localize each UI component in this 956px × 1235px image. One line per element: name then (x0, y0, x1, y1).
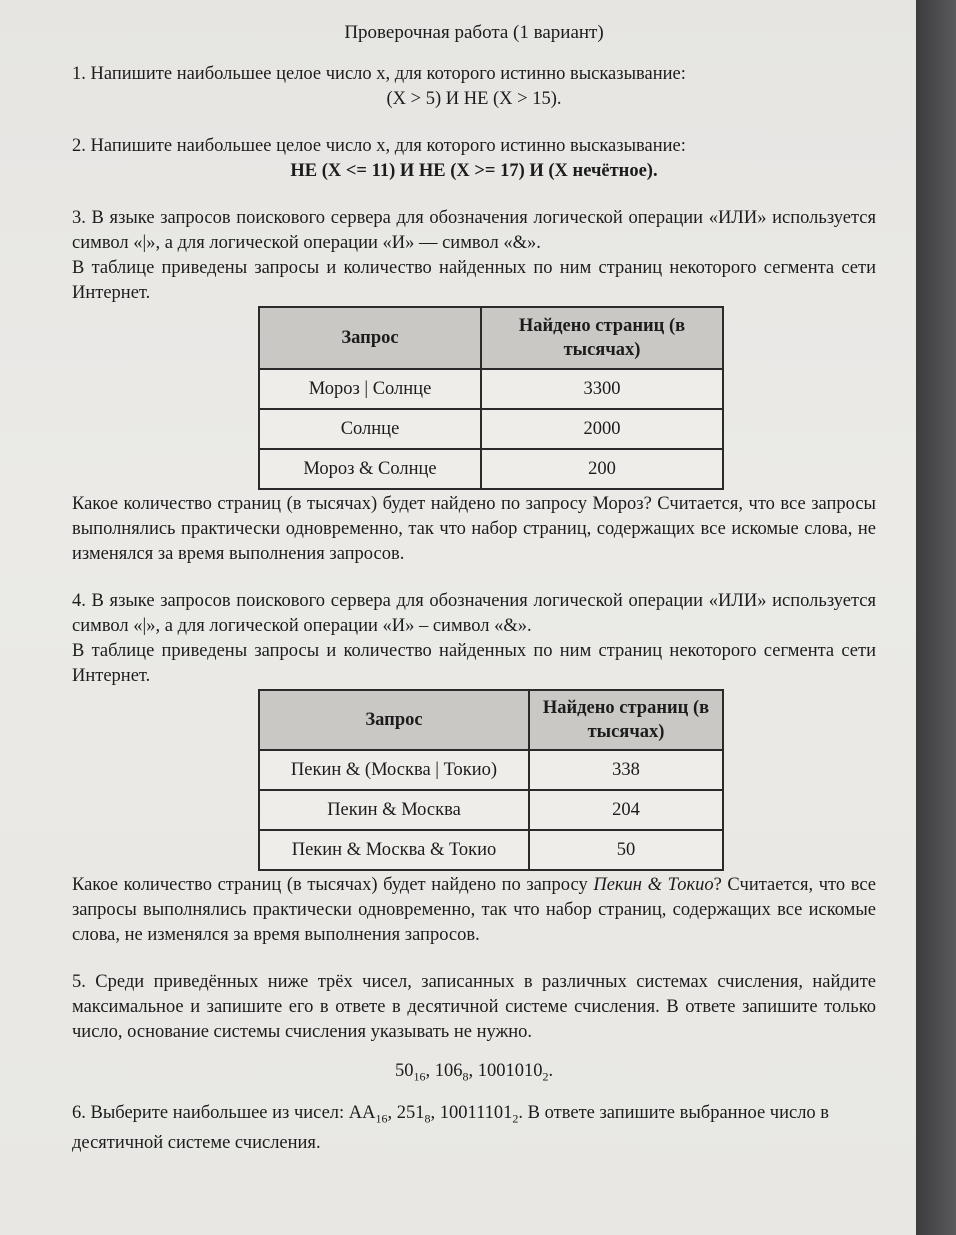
task-4-question-part-1: Какое количество страниц (в тысячах) будет найдено по запросу (72, 875, 594, 895)
table-header-query: Запрос (259, 690, 529, 750)
number: $251_8$, (396, 1102, 440, 1126)
task-2-text: 2. Напишите наибольшее целое число x, для которого истинно высказывание: (72, 136, 686, 156)
page-edge-shadow (916, 0, 956, 1235)
query-cell: Мороз & Солнце (259, 449, 481, 489)
task-3-intro: 3. В языке запросов поискового сервера для обозначения логической операции «ИЛИ» используется символ «|», а для логической операции «И» — символ «&». (72, 208, 876, 253)
table-header-found: Найдено страниц (в тысячах) (529, 690, 723, 750)
number: $106_8$, (434, 1061, 478, 1084)
task-4-question (72, 873, 876, 948)
query-cell: Пекин & Москва (259, 790, 529, 830)
task-3-table (258, 306, 724, 490)
task-3-question: Какое количество страниц (в тысячах) будет найдено по запросу Мороз? Считается, что все запросы выполнялись практически одновременно, так что набор страниц, содержащих все искомые слова, не изменялся за время выполнения запросов. (72, 494, 876, 564)
query-cell: Мороз | Солнце (259, 369, 481, 409)
query-cell: Солнце (259, 409, 481, 449)
task-1-text: 1. Напишите наибольшее целое число x, для которого истинно высказывание: (72, 64, 686, 84)
task-1 (72, 62, 876, 112)
task-4-intro: 4. В языке запросов поискового сервера для обозначения логической операции «ИЛИ» используется символ «|», а для логической операции «И» – символ «&». (72, 591, 876, 636)
task-4-query-emphasis: Пекин & Токио (593, 875, 714, 895)
query-cell: Пекин & (Москва | Токио) (259, 750, 529, 790)
number: $10011101_2$. (439, 1102, 524, 1126)
task-4 (72, 589, 876, 948)
task-4-question-part-2: ? Считается, что все запросы выполнялись практически одновременно, так что набор страниц, содержащих все искомые слова, не изменялся за время выполнения запросов. (72, 875, 876, 945)
table-row (259, 750, 723, 790)
task-3-intro-2: В таблице приведены запросы и количество найденных по ним страниц некоторого сегмента сети Интернет. (72, 258, 876, 303)
task-2 (72, 134, 876, 184)
task-5-numbers (72, 1061, 876, 1085)
task-6-text: 6. Выберите наибольшее из чисел: $AA_{16}$, $251_8$, $10011101_2$. В ответе запишите выбранное число в десятичной системе счисления. (72, 1102, 830, 1154)
table-header-found: Найдено страниц (в тысячах) (481, 307, 723, 369)
page-title: Проверочная работа (1 вариант) (344, 22, 604, 43)
found-cell: 338 (529, 750, 723, 790)
task-2-expression: НЕ (X <= 11) И НЕ (X >= 17) И (X нечётное). (290, 161, 658, 181)
table-row (259, 449, 723, 489)
found-cell: 3300 (481, 369, 723, 409)
found-cell: 50 (529, 830, 723, 870)
found-cell: 200 (481, 449, 723, 489)
found-cell: 2000 (481, 409, 723, 449)
query-cell: Пекин & Москва & Токио (259, 830, 529, 870)
number: $1001010_2$. (477, 1061, 554, 1084)
task-5-text: 5. Среди приведённых ниже трёх чисел, записанных в различных системах счисления, найдите максимальное и запишите его в ответе в десятичной системе счисления. В ответе запишите только число, основание системы счисления указывать не нужно. (72, 972, 876, 1042)
task-1-expression: (X > 5) И НЕ (X > 15). (386, 89, 562, 109)
task-4-intro-2: В таблице приведены запросы и количество найденных по ним страниц некоторого сегмента сети Интернет. (72, 641, 876, 686)
task-5 (72, 970, 876, 1085)
task-4-table (258, 689, 724, 871)
table-row (259, 369, 723, 409)
found-cell: 204 (529, 790, 723, 830)
table-row (259, 409, 723, 449)
table-row (259, 830, 723, 870)
table-header-query: Запрос (259, 307, 481, 369)
task-6 (72, 1101, 876, 1157)
number: $50_{16}$, (394, 1061, 435, 1084)
number: $AA_{16}$, (348, 1102, 397, 1126)
task-3 (72, 206, 876, 567)
table-row (259, 790, 723, 830)
